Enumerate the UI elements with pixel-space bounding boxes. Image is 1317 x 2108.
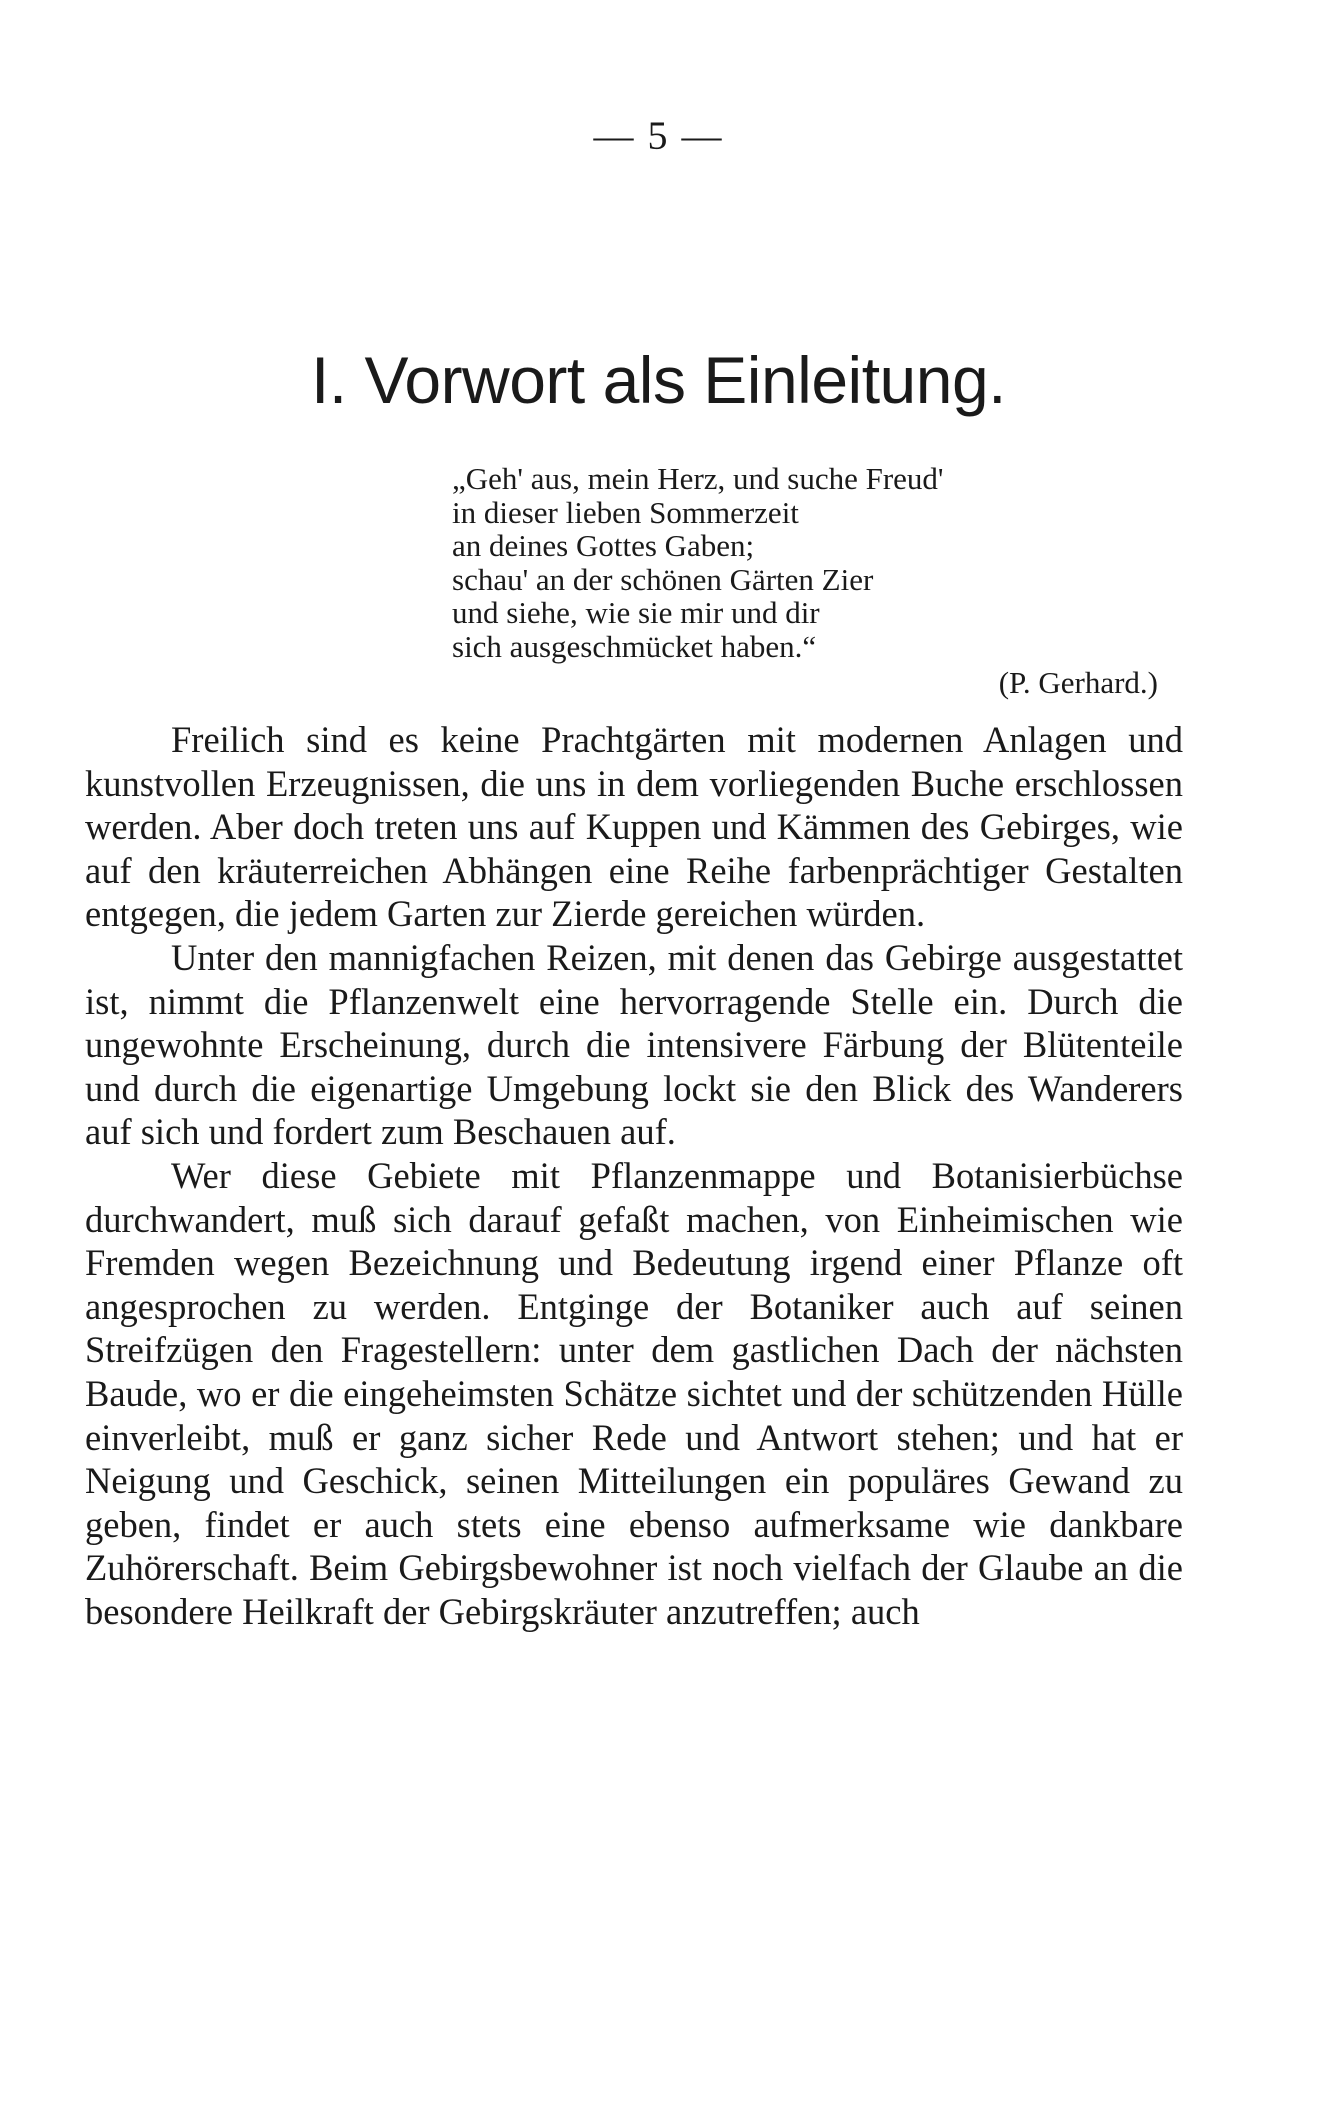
epigraph [452, 462, 1172, 700]
epigraph-line: „Geh' aus, mein Herz, und suche Freud' [452, 461, 944, 496]
paragraph: Unter den mannigfachen Reizen, mit denen das Gebirge ausgestattet ist, nimmt die Pflanzenwelt eine hervorragende Stelle ein. Durch die ungewohnte Erscheinung, durch die intensivere Färbung der Blütenteile und durch die eigenartige Umgebung lockt sie den Blick des Wanderers auf sich und fordert zum Beschauen auf. [85, 936, 1183, 1153]
page-number: — 5 — [593, 113, 724, 158]
body-text [85, 718, 1183, 1633]
epigraph-line: in dieser lieben Sommerzeit [452, 494, 799, 530]
epigraph-line: sich ausgeschmücket haben.“ [452, 628, 817, 664]
paragraph: Wer diese Gebiete mit Pflanzenmappe und Botanisierbüchse durchwandert, muß sich darauf gefaßt machen, von Einheimischen wie Fremden wegen Bezeichnung und Bedeutung irgend einer Pflanze oft angesprochen zu werden. Entginge der Botaniker auch auf seinen Streifzügen den Fragestellern: unter dem gastlichen Dach der nächsten Baude, wo er die eingeheimsten Schätze sichtet und der schützenden Hülle einverleibt, muß er ganz sicher Rede und Antwort stehen; und hat er Neigung und Geschick, seinen Mitteilungen ein populäres Gewand zu geben, findet er auch stets eine ebenso aufmerksame wie dankbare Zuhörerschaft. Beim Gebirgsbewohner ist noch vielfach der Glaube an die besondere Heilkraft der Gebirgskräuter anzutreffen; auch [85, 1154, 1183, 1632]
epigraph-line: und siehe, wie sie mir und dir [452, 595, 820, 630]
epigraph-line: schau' an der schönen Gärten Zier [452, 561, 874, 597]
paragraph: Freilich sind es keine Prachtgärten mit modernen Anlagen und kunstvollen Erzeugnissen, die uns in dem vorliegenden Buche erschlossen werden. Aber doch treten uns auf Kuppen und Kämmen des Gebirges, wie auf den kräuterreichen Abhängen eine Reihe farbenprächtiger Gestalten entgegen, die jedem Garten zur Zierde gereichen würden. [85, 719, 1183, 935]
chapter-title: I. Vorwort als Einleitung. [310, 343, 1007, 417]
epigraph-line: an deines Gottes Gaben; [452, 528, 755, 563]
epigraph-attribution: (P. Gerhard.) [998, 665, 1158, 700]
